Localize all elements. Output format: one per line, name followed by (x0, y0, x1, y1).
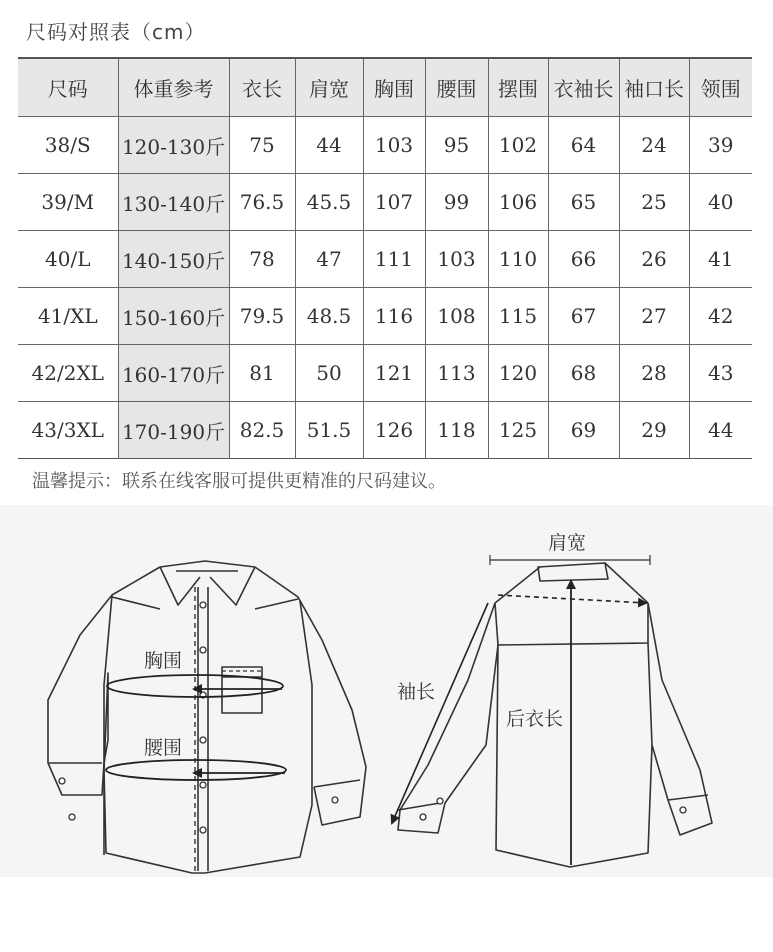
cell-sleeve: 67 (548, 288, 619, 345)
cell-size: 40/L (18, 231, 118, 288)
front-shirt-icon (48, 561, 366, 873)
cell-cuff: 26 (619, 231, 689, 288)
header-weight: 体重参考 (118, 58, 229, 117)
cell-size: 43/3XL (31, 418, 104, 442)
cell-sleeve: 65 (548, 174, 619, 231)
cell-weight: 120-130斤 (118, 117, 229, 174)
waist-label: 腰围 (144, 737, 183, 759)
cell-shoulder: 51.5 (295, 402, 363, 459)
table-row (18, 231, 752, 288)
table-header-row (18, 58, 752, 117)
cell-size: 41/XL (18, 288, 118, 345)
cell-chest: 111 (363, 231, 425, 288)
cell-waist: 103 (425, 231, 488, 288)
cell-waist: 99 (425, 174, 488, 231)
cell-shoulder: 50 (295, 345, 363, 402)
cell-waist: 108 (425, 288, 488, 345)
cell-shoulder: 47 (295, 231, 363, 288)
sleeve-label: 袖长 (397, 681, 436, 703)
header-collar: 领围 (689, 58, 752, 117)
cell-shoulder: 48.5 (295, 288, 363, 345)
back-length-label: 后衣长 (506, 708, 564, 730)
cell-chest: 121 (363, 345, 425, 402)
cell-size: 38/S (18, 117, 118, 174)
cell-weight: 160-170斤 (118, 345, 229, 402)
cell-length: 78 (229, 231, 295, 288)
cell-length: 76.5 (229, 174, 295, 231)
back-buttons (420, 798, 686, 820)
header-sleeve: 衣袖长 (548, 58, 619, 117)
cell-hem: 120 (488, 345, 548, 402)
waist-measure (106, 760, 286, 780)
cell-length: 82.5 (229, 402, 295, 459)
cell-length: 75 (229, 117, 295, 174)
cell-sleeve: 68 (548, 345, 619, 402)
cell-weight: 150-160斤 (118, 288, 229, 345)
cell-cuff: 24 (619, 117, 689, 174)
cell-weight: 170-190斤 (118, 402, 229, 459)
cell-collar: 39 (689, 117, 752, 174)
cell-chest: 107 (363, 174, 425, 231)
cell-sleeve: 69 (548, 402, 619, 459)
cell-waist: 113 (425, 345, 488, 402)
cell-hem: 106 (488, 174, 548, 231)
table-row (18, 117, 752, 174)
shoulder-label: 肩宽 (548, 532, 587, 554)
size-tip: 温馨提示：联系在线客服可提供更精准的尺码建议。 (32, 471, 446, 492)
cell-length: 81 (229, 345, 295, 402)
cell-collar: 40 (689, 174, 752, 231)
measurement-diagram (0, 505, 773, 877)
cell-cuff: 27 (619, 288, 689, 345)
cell-cuff: 28 (619, 345, 689, 402)
cell-size: 39/M (18, 174, 118, 231)
header-size: 尺码 (18, 58, 118, 117)
cell-waist: 118 (425, 402, 488, 459)
header-cuff: 袖口长 (619, 58, 689, 117)
shoulder-measure (490, 555, 650, 603)
cell-sleeve: 64 (548, 117, 619, 174)
cell-collar: 43 (689, 345, 752, 402)
cell-size: 42/2XL (18, 345, 118, 402)
cell-hem: 125 (488, 402, 548, 459)
header-length: 衣长 (229, 58, 295, 117)
cell-collar: 42 (689, 288, 752, 345)
shirt-diagram (0, 505, 773, 877)
cell-weight: 140-150斤 (118, 231, 229, 288)
table-row (18, 402, 752, 459)
cell-hem: 102 (488, 117, 548, 174)
cell-length: 79.5 (229, 288, 295, 345)
size-table (18, 57, 752, 459)
cell-hem: 115 (488, 288, 548, 345)
cell-hem: 110 (488, 231, 548, 288)
table-row (18, 345, 752, 402)
table-row (18, 288, 752, 345)
cell-sleeve: 66 (548, 231, 619, 288)
header-shoulder: 肩宽 (295, 58, 363, 117)
cell-cuff: 25 (619, 174, 689, 231)
cell-shoulder: 45.5 (295, 174, 363, 231)
chest-label: 胸围 (144, 650, 183, 672)
page-title: 尺码对照表（cm） (26, 20, 206, 44)
header-hem: 摆围 (488, 58, 548, 117)
cell-shoulder: 44 (295, 117, 363, 174)
header-chest: 胸围 (363, 58, 425, 117)
cell-weight: 130-140斤 (118, 174, 229, 231)
cell-cuff: 29 (619, 402, 689, 459)
cell-chest: 116 (363, 288, 425, 345)
cell-collar: 41 (689, 231, 752, 288)
cell-chest: 126 (363, 402, 425, 459)
header-waist: 腰围 (425, 58, 488, 117)
table-row (18, 174, 752, 231)
sleeve-measure (392, 603, 488, 823)
cell-chest: 103 (363, 117, 425, 174)
cell-collar: 44 (689, 402, 752, 459)
cell-waist: 95 (425, 117, 488, 174)
